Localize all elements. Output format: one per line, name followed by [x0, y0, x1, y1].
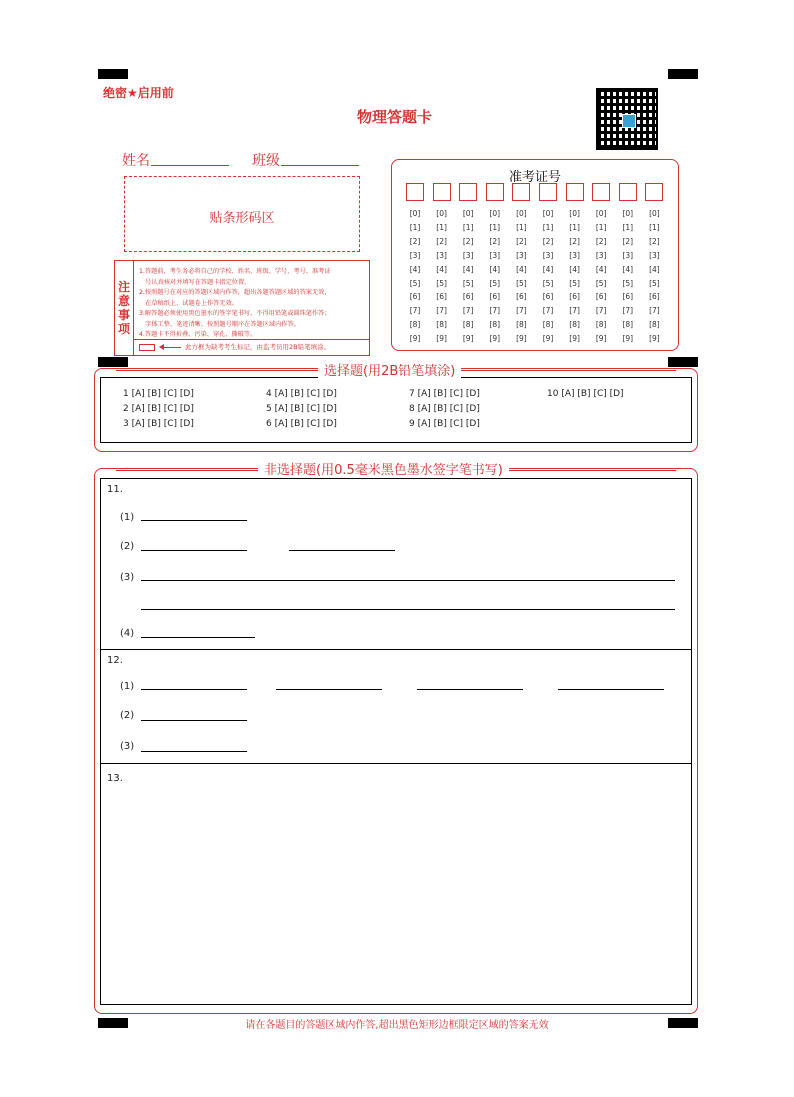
page-title: 物理答题卡: [357, 108, 433, 126]
exam-number-bubble[interactable]: [6]: [516, 292, 527, 302]
choice-option-bubble[interactable]: [B]: [147, 419, 164, 429]
exam-number-input-box[interactable]: [645, 183, 663, 201]
exam-number-bubble[interactable]: [1]: [569, 222, 580, 232]
q12-q13-divider: [101, 763, 691, 764]
exam-number-input-box[interactable]: [566, 183, 584, 201]
choice-option-bubble[interactable]: [D]: [465, 389, 483, 399]
exam-number-bubble[interactable]: [9]: [595, 334, 607, 344]
exam-number-bubble[interactable]: [1]: [462, 222, 474, 232]
q12-sub1-answer-c[interactable]: [417, 689, 523, 690]
barcode-label: 贴条形码区: [209, 211, 275, 226]
exam-number-bubble[interactable]: [2]: [622, 236, 634, 246]
exam-number-bubble[interactable]: [4]: [569, 264, 580, 274]
exam-number-bubble[interactable]: [1]: [622, 222, 634, 232]
exam-number-bubble[interactable]: [1]: [649, 222, 660, 232]
choice-question-number: 6: [266, 419, 275, 429]
choice-title: 选择题(用2B铅笔填涂): [318, 360, 461, 379]
notice-line: 在草稿纸上、试题卷上作答无效。: [139, 299, 238, 307]
exam-number-bubble[interactable]: [3]: [436, 250, 447, 260]
name-field[interactable]: [151, 165, 229, 166]
notice-line: 4.答题卡不得折叠、污染、穿孔、撕破等。: [139, 331, 257, 338]
choice-question-row: [266, 389, 340, 399]
choice-option-bubble[interactable]: [C]: [163, 404, 180, 414]
exam-number-bubble[interactable]: [5]: [436, 278, 447, 288]
choice-option-bubble[interactable]: [C]: [306, 419, 323, 429]
exam-number-bubble[interactable]: [4]: [542, 264, 554, 274]
exam-number-bubble[interactable]: [9]: [569, 334, 580, 344]
exam-number-bubble[interactable]: [9]: [622, 334, 634, 344]
exam-number-bubble[interactable]: [9]: [542, 334, 554, 344]
choice-option-bubble[interactable]: [A]: [417, 389, 434, 399]
q12-label: 12.: [107, 655, 123, 666]
choice-question-number: 5: [266, 404, 275, 414]
class-label: 班级: [252, 153, 280, 169]
choice-option-bubble[interactable]: [D]: [322, 404, 340, 414]
exam-number-bubble[interactable]: [9]: [516, 334, 527, 344]
choice-option-bubble[interactable]: [C]: [449, 404, 466, 414]
exam-number-bubble[interactable]: [0]: [649, 209, 660, 218]
choice-option-bubble[interactable]: [A]: [417, 404, 434, 414]
choice-option-bubble[interactable]: [A]: [274, 419, 291, 429]
notice-body: [139, 267, 365, 341]
alignment-mark-top-left: [98, 69, 128, 79]
choice-option-bubble[interactable]: [D]: [465, 404, 483, 414]
exam-number-bubble[interactable]: [5]: [595, 278, 607, 288]
q12-sub1-answer-b[interactable]: [276, 689, 382, 690]
q12-sub3-answer[interactable]: [141, 751, 247, 752]
choice-option-bubble[interactable]: [B]: [290, 389, 307, 399]
exam-number-bubble[interactable]: [1]: [489, 222, 501, 232]
choice-option-bubble[interactable]: [A]: [274, 389, 291, 399]
q11-sub3-answer-line2[interactable]: [141, 609, 675, 610]
exam-number-bubble[interactable]: [5]: [569, 278, 580, 288]
exam-number-input-box[interactable]: [592, 183, 610, 201]
q11-sub2-answer-b[interactable]: [289, 550, 395, 551]
choice-question-number: 7: [409, 389, 418, 399]
exam-number-bubble[interactable]: [6]: [569, 292, 580, 302]
exam-number-bubble[interactable]: [4]: [436, 264, 447, 274]
choice-option-bubble[interactable]: [D]: [179, 404, 197, 414]
exam-number-bubble[interactable]: [3]: [516, 250, 527, 260]
exam-number-bubble[interactable]: [5]: [462, 278, 474, 288]
q11-sub1-answer[interactable]: [141, 520, 247, 521]
non-choice-title: 非选择题(用0.5毫米黑色墨水签字笔书写): [258, 459, 509, 478]
choice-option-bubble[interactable]: [D]: [179, 389, 197, 399]
alignment-mark-mid-right: [668, 357, 698, 367]
exam-number-bubble[interactable]: [9]: [409, 334, 421, 344]
exam-number-bubble[interactable]: [6]: [595, 292, 607, 302]
exam-number-bubble[interactable]: [2]: [569, 236, 580, 246]
absent-hint: 此方框为缺考考生标记，由监考员用2B铅笔填涂。: [185, 343, 331, 351]
exam-number-bubble[interactable]: [2]: [542, 236, 554, 246]
exam-number-bubble[interactable]: [6]: [436, 292, 447, 302]
choice-option-bubble[interactable]: [A]: [561, 389, 578, 399]
alignment-mark-top-right: [668, 69, 698, 79]
notice-heading-char: 事: [117, 308, 130, 322]
exam-number-input-box[interactable]: [539, 183, 557, 201]
choice-question-number: 10: [547, 389, 562, 399]
choice-question-row: [547, 389, 626, 399]
exam-number-bubble[interactable]: [0]: [595, 209, 607, 218]
exam-number-input-box[interactable]: [512, 183, 530, 201]
exam-number-bubble[interactable]: [9]: [649, 334, 660, 344]
choice-question-number: 9: [409, 419, 418, 429]
exam-number-bubble[interactable]: [5]: [516, 278, 527, 288]
footer-note: 请在各题目的答题区域内作答,超出黑色矩形边框限定区域的答案无效: [245, 1020, 549, 1031]
notice-heading-char: 意: [117, 294, 130, 308]
notice-heading-char: 注: [117, 280, 130, 294]
exam-number-bubble[interactable]: [3]: [569, 250, 580, 260]
exam-number-bubble[interactable]: [8]: [462, 320, 474, 330]
q11-sub3-answer-line1[interactable]: [141, 580, 675, 581]
exam-number-bubble[interactable]: [2]: [462, 236, 474, 246]
exam-number-bubble[interactable]: [7]: [462, 306, 474, 316]
exam-number-bubble[interactable]: [8]: [489, 320, 501, 330]
q11-sub2-answer-a[interactable]: [141, 550, 247, 551]
choice-option-bubble[interactable]: [C]: [163, 389, 180, 399]
q12-sub1-label: (1): [120, 681, 135, 692]
notice-line: 2.按照题号在对应的答题区域内作答，超出各题答题区域的答案无效，: [139, 289, 331, 296]
notice-line: 号认真核对并填写在答题卡指定位置。: [139, 278, 251, 286]
exam-number-bubble[interactable]: [6]: [489, 292, 501, 302]
exam-number-bubble[interactable]: [3]: [409, 250, 421, 260]
exam-number-bubble[interactable]: [8]: [516, 320, 527, 330]
exam-number-bubble[interactable]: [5]: [542, 278, 554, 288]
exam-number-bubble[interactable]: [0]: [542, 209, 554, 218]
notice-divider: [133, 339, 369, 340]
notice-line: 3.解答题必须使用黑色墨水的签字笔书写，不得用铅笔或圆珠笔作答；: [139, 310, 331, 317]
exam-number-bubble[interactable]: [3]: [595, 250, 607, 260]
choice-option-bubble[interactable]: [D]: [179, 419, 197, 429]
exam-number-input-box[interactable]: [459, 183, 477, 201]
q12-sub3-label: (3): [120, 741, 135, 752]
choice-option-bubble[interactable]: [B]: [433, 419, 450, 429]
exam-number-input-box[interactable]: [433, 183, 451, 201]
exam-number-bubble[interactable]: [6]: [462, 292, 474, 302]
exam-number-bubble[interactable]: [0]: [489, 209, 501, 218]
exam-number-bubble[interactable]: [8]: [595, 320, 607, 330]
exam-number-bubble[interactable]: [3]: [622, 250, 634, 260]
choice-question-row: [409, 419, 483, 429]
class-field[interactable]: [281, 165, 359, 166]
q12-sub1-answer-d[interactable]: [558, 689, 664, 690]
exam-number-bubble[interactable]: [7]: [436, 306, 447, 316]
name-label: 姓名: [122, 153, 150, 169]
choice-question-number: 1: [123, 389, 132, 399]
choice-option-bubble[interactable]: [B]: [433, 404, 450, 414]
arrow-head-icon: [159, 344, 164, 350]
exam-number-input-box[interactable]: [486, 183, 504, 201]
q11-sub4-answer[interactable]: [141, 637, 255, 638]
exam-number-bubble[interactable]: [2]: [516, 236, 527, 246]
exam-number-bubble[interactable]: [6]: [542, 292, 554, 302]
notice-line: 字体工整、笔迹清晰。按照题号顺序在答题区域内作答。: [139, 320, 300, 328]
exam-number-bubble[interactable]: [6]: [649, 292, 660, 302]
exam-number-bubble[interactable]: [4]: [516, 264, 527, 274]
non-choice-answer-area: [100, 478, 692, 1005]
choice-option-bubble[interactable]: [A]: [417, 419, 434, 429]
exam-number-bubble[interactable]: [1]: [542, 222, 554, 232]
choice-option-bubble[interactable]: [C]: [306, 404, 323, 414]
exam-number-bubble[interactable]: [5]: [649, 278, 660, 288]
choice-option-bubble[interactable]: [A]: [131, 419, 148, 429]
exam-number-bubble[interactable]: [4]: [489, 264, 501, 274]
choice-option-bubble[interactable]: [B]: [147, 389, 164, 399]
exam-number-bubble[interactable]: [4]: [409, 264, 421, 274]
exam-number-bubble[interactable]: [7]: [489, 306, 501, 316]
exam-number-bubble[interactable]: [4]: [462, 264, 474, 274]
choice-option-bubble[interactable]: [D]: [465, 419, 483, 429]
choice-option-bubble[interactable]: [C]: [449, 419, 466, 429]
exam-number-bubble[interactable]: [5]: [409, 278, 421, 288]
choice-option-bubble[interactable]: [B]: [433, 389, 450, 399]
choice-option-bubble[interactable]: [A]: [131, 404, 148, 414]
choice-question-row: [266, 419, 340, 429]
choice-option-bubble[interactable]: [A]: [131, 389, 148, 399]
exam-number-bubble[interactable]: [1]: [516, 222, 527, 232]
choice-option-bubble[interactable]: [D]: [322, 419, 340, 429]
exam-number-bubble[interactable]: [5]: [622, 278, 634, 288]
exam-number-bubble[interactable]: [8]: [542, 320, 554, 330]
exam-number-bubble[interactable]: [3]: [649, 250, 660, 260]
choice-question-row: [409, 389, 483, 399]
exam-number-bubble[interactable]: [1]: [409, 222, 421, 232]
exam-number-bubble[interactable]: [8]: [409, 320, 421, 330]
exam-number-bubble[interactable]: [9]: [489, 334, 501, 344]
exam-number-bubble[interactable]: [9]: [462, 334, 474, 344]
exam-number-bubble[interactable]: [0]: [622, 209, 634, 218]
q11-q12-divider: [101, 649, 691, 650]
choice-option-bubble[interactable]: [D]: [609, 389, 627, 399]
non-choice-section: [94, 468, 698, 1014]
q13-answer-area[interactable]: [103, 789, 689, 1003]
exam-number-bubble[interactable]: [0]: [569, 209, 580, 218]
exam-number-bubble[interactable]: [8]: [622, 320, 634, 330]
q13-label: 13.: [107, 773, 123, 784]
choice-question-row: [123, 404, 197, 414]
q11-label: 11.: [107, 484, 123, 495]
arrow-icon: [161, 347, 181, 348]
choice-option-bubble[interactable]: [C]: [593, 389, 610, 399]
q12-sub1-answer-a[interactable]: [141, 689, 247, 690]
exam-number-bubble[interactable]: [6]: [622, 292, 634, 302]
exam-number-bubble[interactable]: [8]: [436, 320, 447, 330]
choice-option-bubble[interactable]: [B]: [290, 419, 307, 429]
exam-number-box: [391, 159, 679, 351]
q11-sub2-label: (2): [120, 541, 135, 552]
exam-number-bubble[interactable]: [8]: [569, 320, 580, 330]
choice-question-row: [266, 404, 340, 414]
alignment-mark-mid-left: [98, 357, 128, 367]
exam-number-bubble[interactable]: [2]: [409, 236, 421, 246]
choice-question-row: [409, 404, 483, 414]
exam-number-bubble[interactable]: [3]: [489, 250, 501, 260]
barcode-area: [124, 176, 360, 252]
notice-line: 1.答题前，考生务必将自己的学校、姓名、班级、学号、考号、准考证: [139, 268, 331, 275]
choice-option-bubble[interactable]: [B]: [577, 389, 594, 399]
exam-number-bubble[interactable]: [7]: [649, 306, 660, 316]
choice-option-bubble[interactable]: [C]: [449, 389, 466, 399]
q11-sub4-label: (4): [120, 628, 135, 639]
exam-number-title: 准考证号: [508, 170, 561, 185]
exam-number-input-box[interactable]: [619, 183, 637, 201]
choice-option-bubble[interactable]: [C]: [163, 419, 180, 429]
exam-number-bubble[interactable]: [0]: [436, 209, 447, 218]
exam-number-bubble[interactable]: [4]: [649, 264, 660, 274]
exam-number-bubble[interactable]: [7]: [516, 306, 527, 316]
exam-number-input-box[interactable]: [406, 183, 424, 201]
exam-number-bubble[interactable]: [1]: [436, 222, 447, 232]
exam-number-bubble[interactable]: [0]: [409, 209, 421, 218]
secret-tag: 绝密★启用前: [103, 86, 174, 100]
q12-sub2-answer[interactable]: [141, 720, 247, 721]
choice-question-row: [123, 389, 197, 399]
exam-number-bubble[interactable]: [0]: [516, 209, 527, 218]
choice-option-bubble[interactable]: [B]: [290, 404, 307, 414]
q11-sub3-label: (3): [120, 572, 135, 583]
exam-number-bubble[interactable]: [7]: [622, 306, 634, 316]
choice-question-row: [123, 419, 197, 429]
exam-number-bubble[interactable]: [2]: [649, 236, 660, 246]
choice-option-bubble[interactable]: [A]: [274, 404, 291, 414]
choice-section: [94, 368, 698, 452]
exam-number-bubble[interactable]: [6]: [409, 292, 421, 302]
exam-number-bubble[interactable]: [0]: [462, 209, 474, 218]
choice-answer-area: [100, 377, 692, 443]
notice-heading-char: 项: [117, 322, 130, 336]
choice-option-bubble[interactable]: [D]: [322, 389, 340, 399]
exam-number-bubble[interactable]: [2]: [436, 236, 447, 246]
exam-number-bubble[interactable]: [4]: [595, 264, 607, 274]
choice-question-number: 2: [123, 404, 132, 414]
exam-number-bubble[interactable]: [3]: [462, 250, 474, 260]
exam-number-bubble[interactable]: [5]: [489, 278, 501, 288]
exam-number-bubble[interactable]: [8]: [649, 320, 660, 330]
exam-number-bubble[interactable]: [2]: [595, 236, 607, 246]
exam-number-bubble[interactable]: [9]: [436, 334, 447, 344]
choice-option-bubble[interactable]: [B]: [147, 404, 164, 414]
q11-sub1-label: (1): [120, 512, 135, 523]
notice-box: [114, 260, 370, 356]
notice-heading: [115, 261, 134, 355]
exam-number-bubble[interactable]: [7]: [595, 306, 607, 316]
exam-number-bubble[interactable]: [7]: [569, 306, 580, 316]
qr-code-icon: [596, 88, 658, 150]
q12-sub2-label: (2): [120, 710, 135, 721]
choice-question-number: 8: [409, 404, 418, 414]
exam-number-bubble[interactable]: [1]: [595, 222, 607, 232]
exam-number-bubble[interactable]: [4]: [622, 264, 634, 274]
exam-number-bubble[interactable]: [3]: [542, 250, 554, 260]
choice-option-bubble[interactable]: [C]: [306, 389, 323, 399]
absent-mark-box[interactable]: [139, 344, 155, 351]
exam-number-bubble[interactable]: [7]: [542, 306, 554, 316]
choice-question-number: 4: [266, 389, 275, 399]
exam-number-bubble[interactable]: [2]: [489, 236, 501, 246]
choice-question-number: 3: [123, 419, 132, 429]
exam-number-bubble[interactable]: [7]: [409, 306, 421, 316]
